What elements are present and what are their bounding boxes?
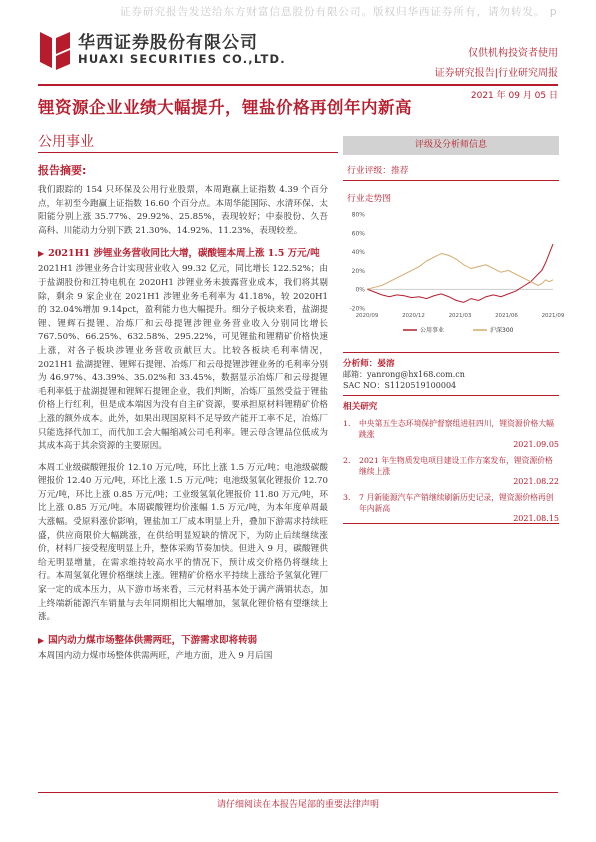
industry-rating: 行业评级：推荐 <box>343 163 559 181</box>
legend-label: 公用事业 <box>420 327 445 334</box>
footer-disclaimer: 请仔细阅读在本报告尾部的重要法律声明 <box>216 800 379 810</box>
related-num: 2. <box>343 456 351 465</box>
subheading-1 <box>38 246 328 261</box>
legend-label: 沪深300 <box>490 327 514 334</box>
related-date: 2021.08.22 <box>513 477 559 486</box>
watermark: 证券研究报告发送给东方财富信息股份有限公司。版权归华西证券所有，请勿转发。 p <box>120 6 558 18</box>
summary-intro: 我们跟踪的 154 只环保及公用行业股票，本周跑赢上证指数 4.39 个百分点，年初至今跑赢上证指数 16.60 个百分点。本周华能国际、水清环保、太阳能分别上涨 35.77%、29.92%、25.85%，表现较好；中泰股份、久吾高科、川能动力分别下跌 21.30%、14.92%、11.23%，表现较差。 <box>38 185 328 236</box>
paragraph-2: 本周工业级碳酸锂报价 12.10 万元/吨，环比上涨 1.5 万元/吨；电池级碳酸锂报价 12.40 万元/吨，环比上涨 1.5 万元/吨；电池级氢氧化锂报价 12.70 万元/吨，环比上涨 0.85 万元/吨；工业级氢氧化锂报价 11.80 万元/吨，环比上涨 0.85 万元/吨。本周碳酸锂均价涨幅 1.5 万元/吨，为本年度单周最大涨幅。受原料涨价影响，锂盐加工厂成本明显上升，叠加下游需求持续旺盛，供应商限价大幅跳涨，在供给明显短缺的情况下，为防止后续继续涨价，材料厂接受程度明显上升，整体采购节奏加快。但进入 9 月，碳酸锂供给无明显增量，在需求维持较高水平的情况下，预计成交价格仍将继续上行。本周氢氧化锂价格继续上涨。锂精矿价格水平持续上涨给予氢氧化锂厂家一定的成本压力，从下游市场来看，三元材料基本处于满产满销状态，加上终端新能源汽车销量与去年同期相比大幅增加，氢氧化锂价格有望继续上涨。 <box>38 462 328 623</box>
industry-trend-chart <box>343 208 565 340</box>
paragraph-1: 2021H1 涉锂业务合计实现营业收入 99.32 亿元，同比增长 122.52%；由于盐湖股份和江特电机在 2020H1 涉锂业务未披露营业成本，我们将其剔除，剩余 9 家企业在 2021H1 涉锂业务毛利率为 41.18%，较 2020H1 的 32.04%增加 9.14pct，盈利能力也大幅提升。细分子板块来看，盐湖提锂、锂辉石提锂、冶炼厂和云母提锂涉锂业务营业收入分别同比增长 767.50%、66.25%、632.58%、295.22%，可见锂盐和锂精矿价格快速上涨，对各子板块涉锂业务营收贡献巨大。比较各板块毛利率情况，2021H1 盐湖提锂、锂辉石提锂、冶炼厂和云母提锂涉锂业务的毛利率分别为 46.97%、43.39%、35.02%和 33.45%，数据显示冶炼厂和云母提锂毛利率低于盐湖提锂和锂辉石提锂企业，我们判断，冶炼厂虽然受益于锂盐价格上行红利，但是成本端因为没有自主矿资源，要承担原材料锂精矿价格上涨的额外成本。此外，如果出现国原料不足导致产能开工率不足，冶炼厂只能选择代加工，而代加工会大幅缩减公司毛利率。锂云母含锂品位低成为其成本高于其余资源的主要原因。 <box>38 264 328 452</box>
y-tick-label: -20% <box>349 305 365 313</box>
sidebar <box>343 136 565 524</box>
sector-divider <box>38 152 338 153</box>
analyst-name: 分析师：晏溶 <box>343 359 395 369</box>
x-tick-label: 2021/06 <box>495 313 518 319</box>
related-research <box>343 395 559 524</box>
related-text: 7 月新能源汽车产销继续刷新历史记录，锂资源价格再创年内新高 <box>359 493 554 513</box>
triangle-icon: ▶ <box>38 248 45 259</box>
series-line-utilities <box>367 244 553 302</box>
subheading-1-text: 2021H1 涉锂业务营收同比大增，碳酸锂本周上涨 1.5 万元/吨 <box>48 248 320 260</box>
analyst-info <box>343 352 559 391</box>
company-logo <box>38 28 308 72</box>
trend-title: 行业走势图 <box>347 194 391 204</box>
related-item[interactable] <box>343 418 559 440</box>
subheading-2 <box>38 633 328 648</box>
paragraph-3: 本周国内动力煤市场整体供需两旺，产地方面，进入 9 月后国 <box>38 650 273 661</box>
series-line-hs300 <box>367 253 553 289</box>
related-date: 2021.08.15 <box>343 514 559 524</box>
x-tick-label: 2021/03 <box>448 313 472 319</box>
x-tick-label: 2021/09 <box>541 313 565 319</box>
summary-column <box>38 162 328 671</box>
sector-name: 公用事业 <box>38 134 94 150</box>
sidebar-title: 评级及分析师信息 <box>343 136 559 155</box>
related-item[interactable] <box>343 455 559 477</box>
report-category: 证券研究报告|行业研究周报 <box>434 68 558 79</box>
report-title: 锂资源企业业绩大幅提升，锂盐价格再创年内新高 <box>38 98 412 117</box>
analyst-sac: SAC NO：S1120519100004 <box>343 381 457 390</box>
y-tick-label: 20% <box>351 267 365 275</box>
related-text: 中央第五生态环境保护督察组进驻四川，锂资源价格大幅跳涨 <box>359 419 554 439</box>
audience-note: 仅供机构投资者使用 <box>468 48 558 59</box>
x-tick-label: 2020/09 <box>355 313 379 319</box>
related-text: 2021 年生物质发电项目建设工作方案发布，锂资源价格继续上涨 <box>359 456 553 476</box>
subheading-2-text: 国内动力煤市场整体供需两旺，下游需求即将转弱 <box>48 634 258 646</box>
y-tick-label: 40% <box>351 249 365 257</box>
x-tick-label: 2020/12 <box>402 313 425 319</box>
header-divider <box>38 84 558 86</box>
analyst-email[interactable]: 邮箱：yanrong@hx168.com.cn <box>343 370 465 379</box>
related-num: 3. <box>343 493 351 502</box>
logo-cn-name: 华西证券股份有限公司 <box>78 33 258 53</box>
report-date: 2021 年 09 月 05 日 <box>470 91 558 101</box>
related-list <box>343 418 559 524</box>
y-tick-label: 60% <box>351 230 365 238</box>
related-item[interactable] <box>343 492 559 514</box>
triangle-icon: ▶ <box>38 634 45 645</box>
related-title: 相关研究 <box>343 402 378 412</box>
y-tick-label: 0% <box>355 286 365 294</box>
related-num: 1. <box>343 419 351 428</box>
huaxi-logo-icon <box>38 28 72 70</box>
footer-divider <box>38 792 558 793</box>
summary-label: 报告摘要: <box>38 164 87 177</box>
logo-en-name: HUAXI SECURITIES CO.,LTD. <box>78 52 286 66</box>
related-date: 2021.09.05 <box>513 440 559 449</box>
y-tick-label: 80% <box>351 211 365 219</box>
